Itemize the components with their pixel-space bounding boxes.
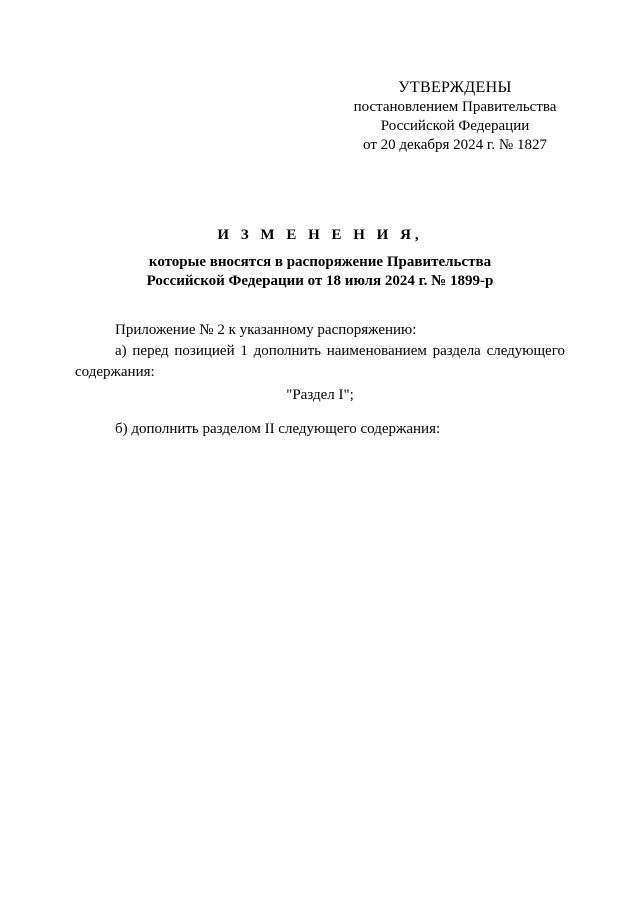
- paragraph-appendix: Приложение № 2 к указанному распоряжению:: [115, 322, 417, 338]
- paragraph-item-a: а) перед позицией 1 дополнить наименованием раздела следующего содержания:: [75, 343, 565, 380]
- approval-line-1: постановлением Правительства: [353, 99, 557, 115]
- approval-line-2: Российской Федерации: [380, 118, 530, 134]
- document-body: [75, 320, 565, 440]
- approval-line-3: от 20 декабря 2024 г. № 1827: [363, 137, 547, 153]
- spacer: [75, 406, 565, 419]
- quoted-section-name: "Раздел I";: [286, 387, 354, 403]
- approval-stamp: [330, 78, 580, 155]
- title-subtitle: [0, 253, 640, 291]
- title-heading: И З М Е Н Е Н И Я,: [217, 227, 423, 243]
- subtitle-line-2: Российской Федерации от 18 июля 2024 г. № 1899-р: [146, 273, 494, 289]
- subtitle-line-1: которые вносятся в распоряжение Правительства: [148, 254, 492, 270]
- paragraph-item-b: б) дополнить разделом II следующего содержания:: [115, 421, 441, 437]
- document-title: [0, 225, 640, 291]
- approval-status: УТВЕРЖДЕНЫ: [398, 79, 512, 96]
